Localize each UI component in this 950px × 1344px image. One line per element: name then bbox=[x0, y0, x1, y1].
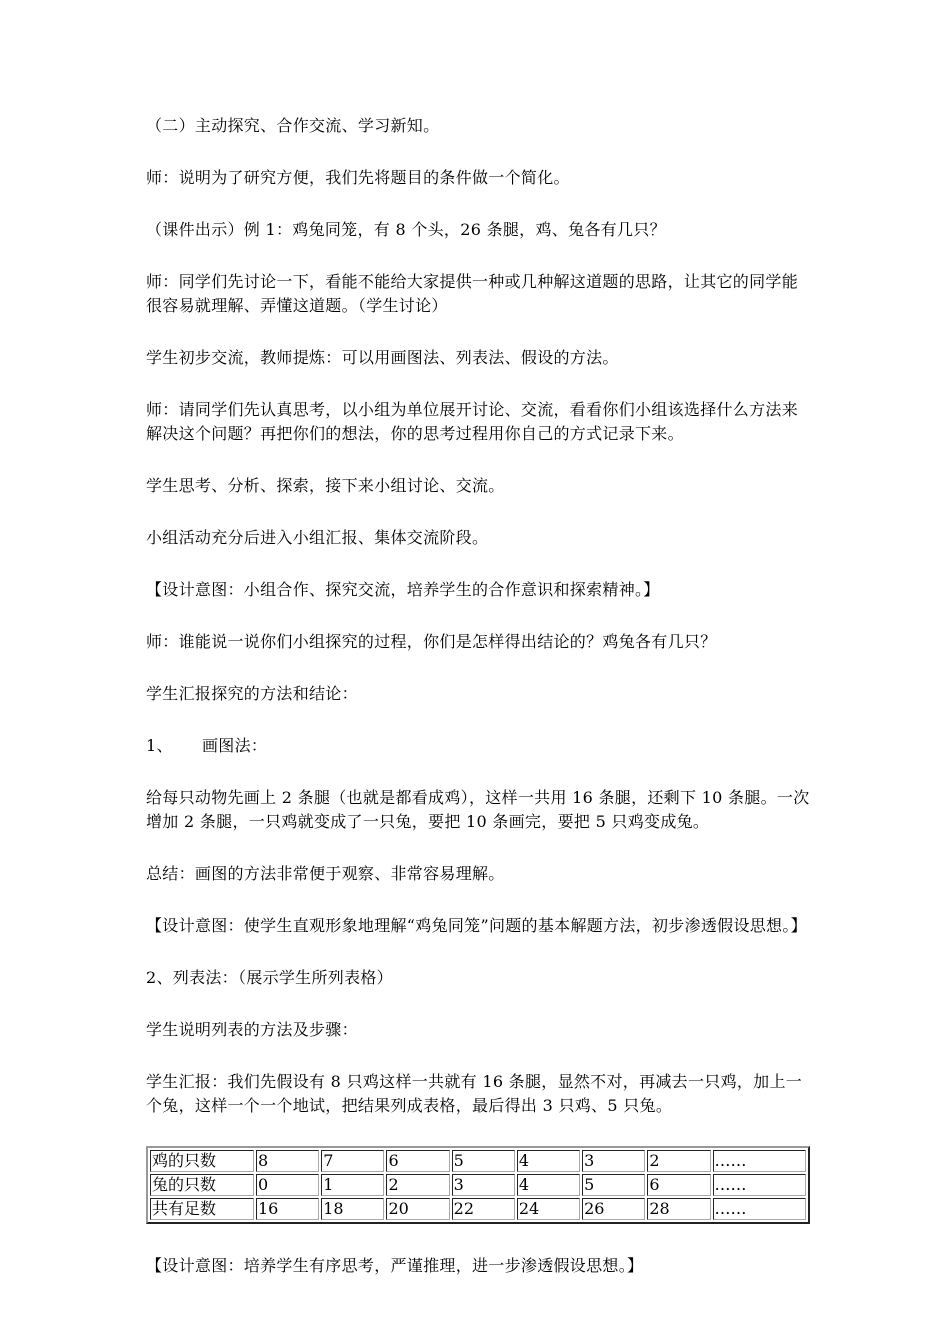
table-cell: 0 bbox=[256, 1174, 319, 1196]
table-cell: 7 bbox=[321, 1150, 384, 1172]
table-cell: 4 bbox=[517, 1150, 580, 1172]
table-row bbox=[150, 1174, 806, 1196]
table-cell: 6 bbox=[386, 1150, 449, 1172]
method-1-number: 1、 bbox=[146, 736, 173, 755]
table-cell: 3 bbox=[582, 1150, 645, 1172]
paragraph: 师：谁能说一说你们小组探究的过程，你们是怎样得出结论的？鸡兔各有几只？ bbox=[146, 632, 717, 651]
table-cell: 22 bbox=[452, 1198, 515, 1220]
table-cell: 6 bbox=[647, 1174, 710, 1196]
table-cell: 26 bbox=[582, 1198, 645, 1220]
design-intent-note: 【设计意图：使学生直观形象地理解“鸡兔同笼”问题的基本解题方法，初步渗透假设思想。】 bbox=[146, 916, 807, 935]
paragraph: 学生说明列表的方法及步骤： bbox=[146, 1020, 358, 1039]
table-cell: 1 bbox=[321, 1174, 384, 1196]
method-1-label: 画图法： bbox=[202, 736, 268, 755]
table-cell: 5 bbox=[582, 1174, 645, 1196]
table-cell: 8 bbox=[256, 1150, 319, 1172]
table-cell: 28 bbox=[647, 1198, 710, 1220]
table-cell: 20 bbox=[386, 1198, 449, 1220]
paragraph: 学生汇报探究的方法和结论： bbox=[146, 684, 358, 703]
table-cell: 5 bbox=[452, 1150, 515, 1172]
paragraph: 师：说明为了研究方便，我们先将题目的条件做一个简化。 bbox=[146, 168, 570, 187]
table-cell: 3 bbox=[452, 1174, 515, 1196]
paragraph: 师：同学们先讨论一下，看能不能给大家提供一种或几种解这道题的思路，让其它的同学能很容易就理解、弄懂这道题。（学生讨论） bbox=[146, 272, 799, 315]
table-row bbox=[150, 1198, 806, 1220]
row-header: 鸡的只数 bbox=[150, 1150, 254, 1172]
paragraph: 小组活动充分后进入小组汇报、集体交流阶段。 bbox=[146, 528, 489, 547]
row-header: 共有足数 bbox=[150, 1198, 254, 1220]
table-cell: 2 bbox=[386, 1174, 449, 1196]
table-cell: …… bbox=[713, 1150, 806, 1172]
design-intent-note: 【设计意图：小组合作、探究交流，培养学生的合作意识和探索精神。】 bbox=[146, 580, 660, 599]
paragraph: 学生初步交流，教师提炼：可以用画图法、列表法、假设的方法。 bbox=[146, 348, 619, 367]
document-page bbox=[146, 114, 810, 1306]
table-cell: …… bbox=[713, 1174, 806, 1196]
paragraph: 给每只动物先画上 2 条腿（也就是都看成鸡），这样一共用 16 条腿，还剩下 10 条腿。一次增加 2 条腿，一只鸡就变成了一只兔，要把 10 条画完，要把 5 只鸡变成兔。 bbox=[146, 788, 810, 831]
table-cell: 16 bbox=[256, 1198, 319, 1220]
paragraph: （课件出示）例 1：鸡兔同笼，有 8 个头，26 条腿，鸡、兔各有几只？ bbox=[146, 220, 666, 239]
chicken-rabbit-table bbox=[146, 1146, 810, 1224]
table-cell: 18 bbox=[321, 1198, 384, 1220]
paragraph: 学生汇报：我们先假设有 8 只鸡这样一共就有 16 条腿，显然不对，再减去一只鸡，加上一个兔，这样一个一个地试，把结果列成表格，最后得出 3 只鸡、5 只兔。 bbox=[146, 1072, 803, 1115]
table-cell: 24 bbox=[517, 1198, 580, 1220]
table-cell: 4 bbox=[517, 1174, 580, 1196]
table-row bbox=[150, 1150, 806, 1172]
paragraph: 学生思考、分析、探索，接下来小组讨论、交流。 bbox=[146, 476, 505, 495]
paragraph: 总结：画图的方法非常便于观察、非常容易理解。 bbox=[146, 864, 505, 883]
table-cell: 2 bbox=[647, 1150, 710, 1172]
section-heading: （二）主动探究、合作交流、学习新知。 bbox=[146, 116, 440, 135]
method-1-heading bbox=[146, 734, 810, 758]
table-cell: …… bbox=[713, 1198, 806, 1220]
design-intent-note: 【设计意图：培养学生有序思考，严谨推理，进一步渗透假设思想。】 bbox=[146, 1256, 644, 1275]
method-2-heading: 2、列表法：（展示学生所列表格） bbox=[146, 968, 393, 987]
paragraph: 师：请同学们先认真思考，以小组为单位展开讨论、交流，看看你们小组该选择什么方法来解决这个问题？再把你们的想法，你的思考过程用你自己的方式记录下来。 bbox=[146, 400, 799, 443]
row-header: 兔的只数 bbox=[150, 1174, 254, 1196]
